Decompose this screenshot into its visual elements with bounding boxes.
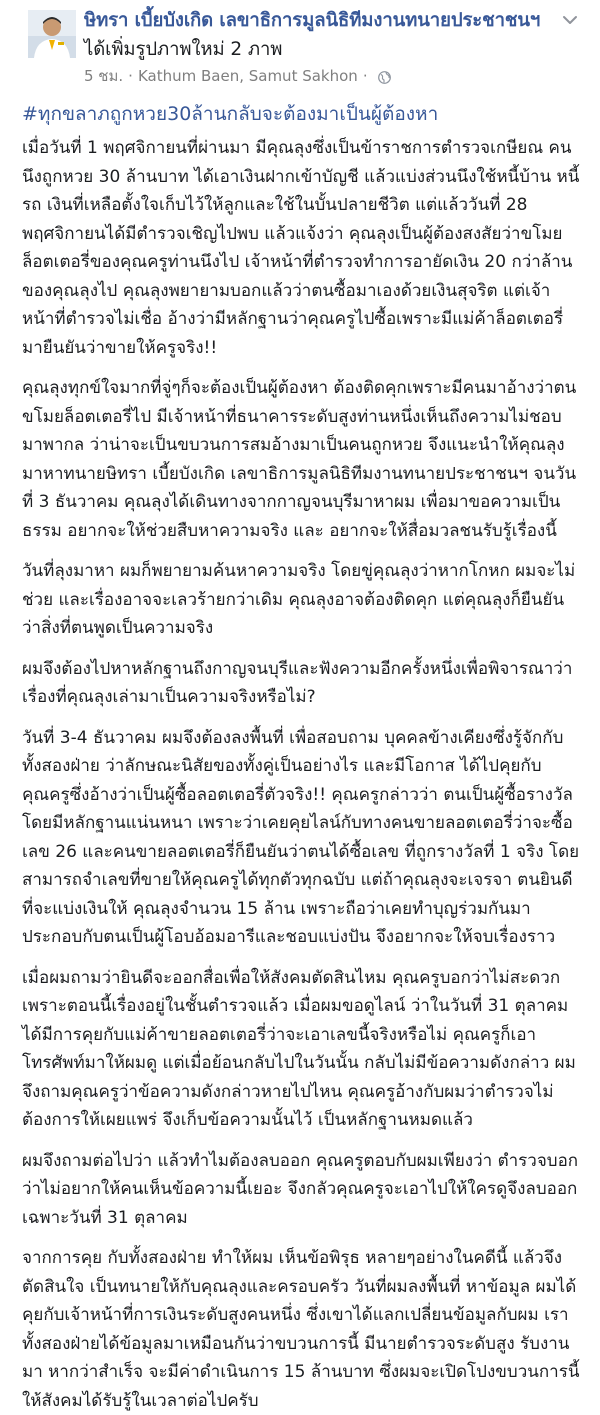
meta-separator-2: · bbox=[362, 67, 368, 85]
post-paragraph-3: วันที่ลุงมาหา ผมก็พยายามค้นหาความจริง โดยขู่คุณลุงว่าหากโกหก ผมจะไม่ช่วย และเรื่องอาจจะเลวร้ายกว่าเดิม คุณลุงอาจต้องติดคุก แต่คุณลุงก็ยืนยันว่าสิ่งที่ตนพูดเป็นความจริง bbox=[22, 561, 576, 638]
profile-avatar-icon[interactable] bbox=[28, 10, 76, 58]
post-paragraph-5: วันที่ 3-4 ธันวาคม ผมจึงต้องลงพื้นที่ เพื่อสอบถาม บุคคลข้างเคียงซึ่งรู้จักกับทั้งสองฝ่าย ว่าลักษณะนิสัยของทั้งคู่เป็นอย่างไร และมีโอกาส ได้ไปคุยกับคุณครูซึ่งอ้างว่าเป็นผู้ซื้อลอตเตอรี่ตัวจริง!! คุณครูกล่าวว่า ตนเป็นผู้ซื้อรางวัล โดยมีหลักฐานแน่นหนา เพราะว่าเคยคุยไลน์กับทางคนขายลอตเตอรี่ว่าจะซื้อเลข 26 และคนขายลอตเตอรี่ก็ยืนยันว่าตนได้ซื้อเลข ที่ถูกรางวัลที่ 1 จริง โดยสามารถจำเลขที่ขายให้คุณครูได้ทุกตัวทุกฉบับ แต่ถ้าคุณลุงจะเจรจา ตนยินดีที่จะแบ่งเงินให้ คุณลุงจำนวน 15 ล้าน เพราะถือว่าเคยทำบุญร่วมกันมา ประกอบกับตนเป็นผู้โอบอ้อมอารีและชอบแบ่งปัน จึงอยากจะให้จบเรื่องราว bbox=[22, 727, 580, 947]
post-hashtag-link[interactable]: #ทุกขลาภถูกหวย30ล้านกลับจะต้องมาเป็นผู้ต้องหา bbox=[22, 103, 439, 125]
chevron-down-icon[interactable] bbox=[560, 10, 580, 30]
meta-separator: · bbox=[128, 67, 133, 85]
globe-icon bbox=[378, 70, 391, 83]
post-timestamp[interactable]: 5 ชม. bbox=[84, 67, 124, 85]
post-paragraph-1: เมื่อวันที่ 1 พฤศจิกายนที่ผ่านมา มีคุณลุงซึ่งเป็นข้าราชการตำรวจเกษียณ คนนึงถูกหวย 30 ล้านบาท ได้เอาเงินฝากเข้าบัญชี แล้วแบ่งส่วนนึงใช้หนี้บ้าน หนี้รถ เงินที่เหลือตั้งใจเก็บไว้ให้ลูกและใช้ในบั้นปลายชีวิต แต่แล้ววันที่ 28 พฤศจิกายนได้มีตำรวจเชิญไปพบ แล้วแจ้งว่า คุณลุงเป็นผู้ต้องสงสัยว่าขโมยล็อตเตอรี่ของคุณครูท่านนึงไป เจ้าหน้าที่ตำรวจทำการอายัดเงิน 20 กว่าล้าน ของคุณลุงไป คุณลุงพยายามบอกแล้วว่าตนซื้อมาเองด้วยเงินสุจริต แต่เจ้าหน้าที่ตำรวจไม่เชื่อ อ้างว่ามีหลักฐานว่าคุณครูไปซื้อเพราะมีแม่ค้าล็อตเตอรี่มายืนยันว่าขายให้ครูจริง!! bbox=[22, 138, 580, 358]
post-body bbox=[18, 134, 582, 1415]
post-author-line bbox=[84, 6, 564, 64]
post-paragraph-6: เมื่อผมถามว่ายินดีจะออกสื่อเพื่อให้สังคมตัดสินไหม คุณครูบอกว่าไม่สะดวกเพราะตอนนี้เรื่องอยู่ในชั้นตำรวจแล้ว เมื่อผมขอดูไลน์ ว่าในวันที่ 31 ตุลาคมได้มีการคุยกับแม่ค้าขายลอตเตอรี่ว่าจะเอาเลขนี้จริงหรือไม่ คุณครูก็เอาโทรศัพท์มาให้ผมดู แต่เมื่อย้อนกลับไปในวันนั้น กลับไม่มีข้อความดังกล่าว ผมจึงถามคุณครูว่าข้อความดังกล่าวหายไปไหน คุณครูอ้างกับผมว่าตำรวจไม่ต้องการให้เผยแพร่ จึงเก็บข้อความนั้นไว้ เป็นหลักฐานหมดแล้ว bbox=[22, 967, 576, 1130]
post-paragraph-4: ผมจึงต้องไปหาหลักฐานถึงกาญจนบุรีและฟังความอีกครั้งหนึ่งเพื่อพิจารณาว่าเรื่องที่คุณลุงเล่ามาเป็นความจริงหรือไม่? bbox=[22, 658, 573, 707]
author-name-link[interactable]: ษิทรา เบี้ยบังเกิด เลขาธิการมูลนิธิทีมงานทนายประชาชนฯ bbox=[84, 10, 541, 31]
post-paragraph-7: ผมจึงถามต่อไปว่า แล้วทำไมต้องลบออก คุณครูตอบกับผมเพียงว่า ตำรวจบอกว่าไม่อยากให้คนเห็นข้อความนี้เยอะ จึงกลัวคุณครูจะเอาไปให้ใครดูจึงลบออกเฉพาะวันที่ 31 ตุลาคม bbox=[22, 1150, 579, 1228]
post-location-link[interactable]: Kathum Baen, Samut Sakhon bbox=[137, 67, 358, 85]
post-action-text: ได้เพิ่มรูปภาพใหม่ 2 ภาพ bbox=[84, 39, 283, 60]
post-paragraph-8: จากการคุย กับทั้งสองฝ่าย ทำให้ผม เห็นข้อพิรุธ หลายๆอย่างในคดีนี้ แล้วจึงตัดสินใจ เป็นทนายให้กับคุณลุงและครอบครัว วันที่ผมลงพื้นที่ หาข้อมูล ผมได้คุยกับเจ้าหน้าที่การเงินระดับสูงคนหนึ่ง ซึ่งเขาได้แลกเปลี่ยนข้อมูลกับผม เราทั้งสองฝ่ายได้ข้อมูลมาเหมือนกันว่าขบวนการนี้ มีนายตำรวจระดับสูง รับงานมา หากว่าสำเร็จ จะมีค่าดำเนินการ 15 ล้านบาท ซึ่งผมจะเปิดโปงขบวนการนี้ ให้สังคมได้รับรู้ในเวลาต่อไปครับ bbox=[22, 1248, 580, 1411]
post-paragraph-2: คุณลุงทุกข์ใจมากที่จู่ๆก็จะต้องเป็นผู้ต้องหา ต้องติดคุกเพราะมีคนมาอ้างว่าตนขโมยล็อตเตอรี่ไป มีเจ้าหน้าที่ธนาคารระดับสูงท่านหนึ่งเห็นถึงความไม่ชอบมาพากล ว่าน่าจะเป็นขบวนการสมอ้างมาเป็นคนถูกหวย จึงแนะนำให้คุณลุงมาหาทนายษิทรา เบี้ยบังเกิด เลขาธิการมูลนิธิทีมงานทนายประชาชนฯ จนวันที่ 3 ธันวาคม คุณลุงได้เดินทางจากกาญจนบุรีมาหาผม เพื่อมาขอความเป็นธรรม อยากจะให้ช่วยสืบหาความจริง และ อยากจะให้สื่อมวลชนรับรู้เรื่องนี้ bbox=[22, 378, 577, 541]
post-meta bbox=[84, 64, 391, 88]
post-header bbox=[18, 0, 582, 92]
